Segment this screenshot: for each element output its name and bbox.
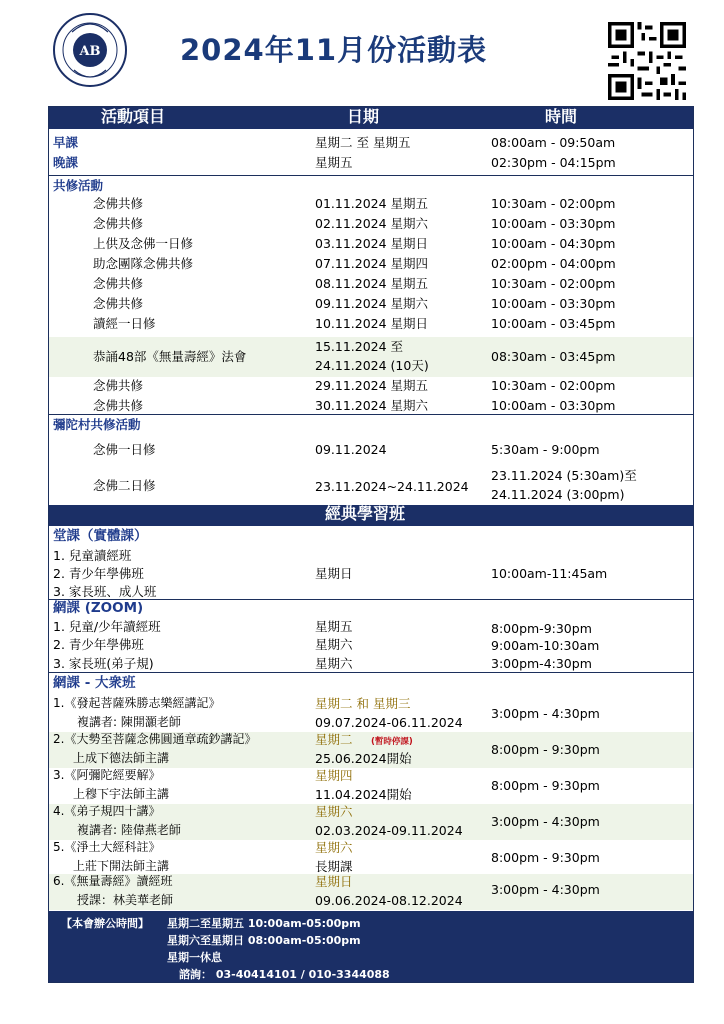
table-row: 念佛共修 01.11.2024 星期五 10:30am - 02:00pm <box>93 196 616 211</box>
table-row <box>49 135 693 153</box>
table-row: 念佛共修 29.11.2024 星期五 10:30am - 02:00pm <box>93 378 616 393</box>
activity-date: 星期二 至 星期五 <box>315 135 411 150</box>
lotus-emblem-icon <box>52 12 128 88</box>
table-row: 1. 兒童/少年讀經班 星期五 8:00pm-9:30pm 2. 青少年學佛班 星期六 9:00am-10:30am 3. 家長班(弟子規) 星期六 3:00pm-4:30pm <box>53 619 600 671</box>
office-hours-label: 【本會辦公時間】 <box>61 917 149 930</box>
header-date: 日期 <box>347 107 380 126</box>
table-row: 6.《無量壽經》讀經班 授課：林美華老師 星期日 09.06.2024-08.12.2024 3:00pm - 4:30pm <box>49 874 693 910</box>
office-hours-weekday: 星期二至星期五 10:00am-05:00pm <box>167 917 361 930</box>
table-row: 念佛共修 09.11.2024 星期六 10:00am - 03:30pm <box>93 296 616 311</box>
qr-code-icon <box>608 22 686 100</box>
contact-phone: 諮詢： 03-40414101 / 010-3344088 <box>179 968 390 981</box>
activity-time: 02:30pm - 04:15pm <box>491 155 616 170</box>
header-activity: 活動項目 <box>101 107 166 126</box>
table-row: 上供及念佛一日修 03.11.2024 星期日 10:00am - 04:30pm <box>93 236 616 251</box>
activity-name: 晚課 <box>53 155 79 170</box>
section-title: 堂課（實體課） <box>53 528 148 544</box>
table-row <box>49 155 693 173</box>
table-row: 1.《發起菩薩殊勝志樂經講記》 複講者: 陳開灝老師 星期二 和 星期三 09.07.2024-06.11.2024 3:00pm - 4:30pm <box>53 696 600 730</box>
suspended-badge: (暫時停課) <box>371 737 413 747</box>
activity-time: 08:00am - 09:50am <box>491 135 616 150</box>
table-row: 3.《阿彌陀經要解》 上穆下宇法師主講 星期四 11.04.2024開始 8:00pm - 9:30pm <box>53 768 600 802</box>
activity-date: 星期五 <box>315 155 353 170</box>
table-row: 2.《大勢至菩薩念佛圓通章疏鈔講記》 上成下德法師主講 星期二 (暫時停課) 25.06.2024開始 8:00pm - 9:30pm <box>49 732 693 768</box>
table-row: 念佛共修 08.11.2024 星期五 10:30am - 02:00pm <box>93 276 616 291</box>
table-row: 念佛共修 30.11.2024 星期六 10:00am - 03:30pm <box>93 398 616 413</box>
table-row: 念佛二日修 23.11.2024~24.11.2024 23.11.2024 (5:30am)至 24.11.2024 (3:00pm) <box>93 468 637 502</box>
classics-header: 經典學習班 <box>49 505 693 526</box>
section-title: 共修活動 <box>49 175 693 193</box>
office-hours-weekend: 星期六至星期日 08:00am-05:00pm <box>167 934 361 947</box>
office-closed-day: 星期一休息 <box>167 951 222 964</box>
table-row: 助念團隊念佛共修 07.11.2024 星期四 02:00pm - 04:00pm <box>93 256 616 271</box>
office-hours-footer <box>49 911 693 982</box>
section-title: 彌陀村共修活動 <box>49 414 693 432</box>
page-title: 2024年11月份活動表 <box>180 33 488 67</box>
table-row: 恭誦48部《無量壽經》法會 15.11.2024 至 24.11.2024 (10天) 08:30am - 03:45pm <box>49 337 693 377</box>
table-row: 念佛共修 02.11.2024 星期六 10:00am - 03:30pm <box>93 216 616 231</box>
table-row: 念佛一日修 09.11.2024 5:30am - 9:00pm <box>93 442 600 457</box>
table-row: 讀經一日修 10.11.2024 星期日 10:00am - 03:45pm <box>93 316 616 331</box>
svg-text:AB: AB <box>79 44 101 59</box>
section-title: 網課 - 大衆班 <box>49 672 693 694</box>
table-header <box>49 107 693 129</box>
section-title: 網課 (ZOOM) <box>49 599 693 617</box>
table-row: 4.《弟子規四十講》 複講者: 陸偉燕老師 星期六 02.03.2024-09.11.2024 3:00pm - 4:30pm <box>49 804 693 840</box>
table-row: 1. 兒童讀經班 2. 青少年學佛班 3. 家長班、成人班 星期日 10:00am-11:45am <box>53 548 608 599</box>
table-row: 5.《淨土大經科註》 上莊下開法師主講 星期六 長期課 8:00pm - 9:30pm <box>53 840 600 874</box>
header-time: 時間 <box>545 107 578 126</box>
activity-name: 早課 <box>53 135 79 150</box>
